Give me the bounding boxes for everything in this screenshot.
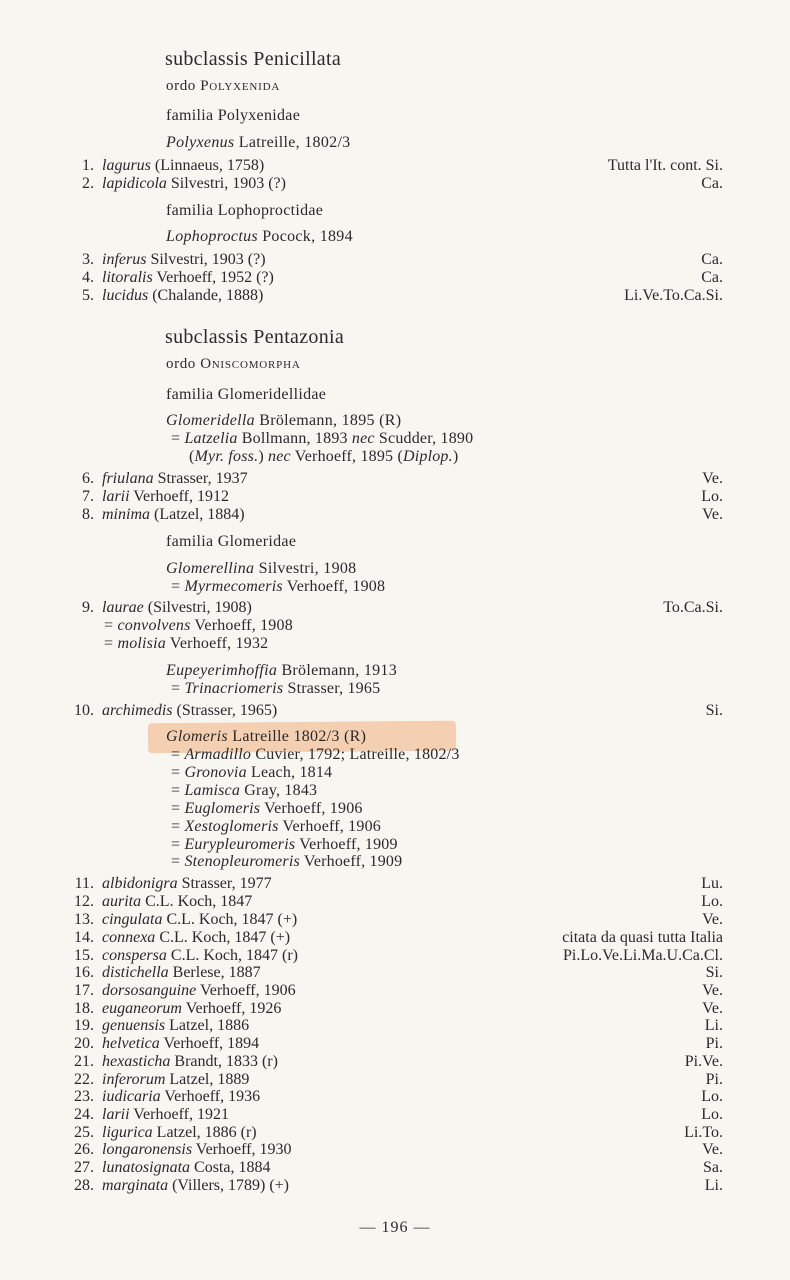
familia-polyxenidae-heading: familia Polyxenidae bbox=[166, 107, 301, 124]
glomeris-synonym-gronovia: = Gronovia Leach, 1814 bbox=[171, 764, 333, 781]
species-row-26: 26. longaronensis Verhoeff, 1930 Ve. bbox=[74, 1141, 723, 1158]
species-row-25: 25. ligurica Latzel, 1886 (r) Li.To. bbox=[74, 1124, 723, 1141]
laurae-synonym-molisia: = molisia Verhoeff, 1932 bbox=[104, 635, 269, 652]
genus-eupeyerimhoffia-heading: Eupeyerimhoffia Brölemann, 1913 bbox=[166, 662, 398, 679]
species-row-16: 16. distichella Berlese, 1887 Si. bbox=[74, 964, 723, 981]
genus-glomeridella-heading: Glomeridella Brölemann, 1895 (R) bbox=[166, 412, 402, 429]
species-row-28: 28. marginata (Villers, 1789) (+) Li. bbox=[74, 1177, 723, 1194]
glomeris-synonym-xestoglomeris: = Xestoglomeris Verhoeff, 1906 bbox=[171, 818, 381, 835]
laurae-synonym-convolvens: = convolvens Verhoeff, 1908 bbox=[104, 617, 293, 634]
subclass-penicillata-heading: subclassis Penicillata bbox=[165, 48, 342, 70]
glomeris-synonym-stenopleuromeris: = Stenopleuromeris Verhoeff, 1909 bbox=[171, 853, 403, 870]
ordo-oniscomorpha-heading: ordo ONISCOMORPHA bbox=[166, 356, 301, 372]
species-row-21: 21. hexasticha Brandt, 1833 (r) Pi.Ve. bbox=[74, 1053, 723, 1070]
subclass-pentazonia-heading: subclassis Pentazonia bbox=[165, 326, 345, 348]
familia-lophoproctidae-heading: familia Lophoproctidae bbox=[166, 202, 324, 219]
species-row-5: 5. lucidus (Chalande, 1888) Li.Ve.To.Ca.Si. bbox=[82, 287, 723, 304]
genus-glomeris-heading: Glomeris Latreille 1802/3 (R) bbox=[166, 728, 367, 745]
species-row-14: 14. connexa C.L. Koch, 1847 (+) citata da quasi tutta Italia bbox=[74, 929, 723, 946]
species-row-7: 7. larii Verhoeff, 1912 Lo. bbox=[82, 488, 723, 505]
species-row-12: 12. aurita C.L. Koch, 1847 Lo. bbox=[74, 893, 723, 910]
familia-glomeridae-heading: familia Glomeridae bbox=[166, 533, 297, 550]
species-row-15: 15. conspersa C.L. Koch, 1847 (r) Pi.Lo.Ve.Li.Ma.U.Ca.Cl. bbox=[74, 947, 723, 964]
glomeris-synonym-eurypleuromeris: = Eurypleuromeris Verhoeff, 1909 bbox=[171, 836, 398, 853]
species-row-8: 8. minima (Latzel, 1884) Ve. bbox=[82, 506, 723, 523]
glomeris-synonym-lamisca: = Lamisca Gray, 1843 bbox=[171, 782, 318, 799]
species-row-19: 19. genuensis Latzel, 1886 Li. bbox=[74, 1017, 723, 1034]
glomeris-synonym-euglomeris: = Euglomeris Verhoeff, 1906 bbox=[171, 800, 363, 817]
eupeyerimhoffia-synonym: = Trinacriomeris Strasser, 1965 bbox=[171, 680, 381, 697]
species-row-22: 22. inferorum Latzel, 1889 Pi. bbox=[74, 1071, 723, 1088]
species-row-18: 18. euganeorum Verhoeff, 1926 Ve. bbox=[74, 1000, 723, 1017]
species-row-10: 10. archimedis (Strasser, 1965) Si. bbox=[74, 702, 723, 719]
species-row-6: 6. friulana Strasser, 1937 Ve. bbox=[82, 470, 723, 487]
species-row-4: 4. litoralis Verhoeff, 1952 (?) Ca. bbox=[82, 269, 723, 286]
species-row-2: 2. lapidicola Silvestri, 1903 (?) Ca. bbox=[82, 175, 723, 192]
species-row-1: 1. lagurus (Linnaeus, 1758) Tutta l'It. cont. Si. bbox=[82, 157, 723, 174]
genus-lophoproctus-heading: Lophoproctus Pocock, 1894 bbox=[166, 228, 353, 245]
glomeridella-synonym-note: (Myr. foss.) nec Verhoeff, 1895 (Diplop.) bbox=[189, 448, 459, 465]
species-row-17: 17. dorsosanguine Verhoeff, 1906 Ve. bbox=[74, 982, 723, 999]
species-row-23: 23. iudicaria Verhoeff, 1936 Lo. bbox=[74, 1088, 723, 1105]
species-row-24: 24. larii Verhoeff, 1921 Lo. bbox=[74, 1106, 723, 1123]
species-row-13: 13. cingulata C.L. Koch, 1847 (+) Ve. bbox=[74, 911, 723, 928]
species-row-11: 11. albidonigra Strasser, 1977 Lu. bbox=[74, 875, 723, 892]
species-row-9: 9. laurae (Silvestri, 1908) To.Ca.Si. bbox=[82, 599, 723, 616]
glomeridella-synonym-latzelia: = Latzelia Bollmann, 1893 nec Scudder, 1890 bbox=[171, 430, 474, 447]
page-number: — 196 — bbox=[359, 1219, 431, 1236]
genus-glomerellina-heading: Glomerellina Silvestri, 1908 bbox=[166, 560, 357, 577]
species-row-3: 3. inferus Silvestri, 1903 (?) Ca. bbox=[82, 251, 723, 268]
glomeris-synonym-armadillo: = Armadillo Cuvier, 1792; Latreille, 1802/3 bbox=[171, 746, 460, 763]
genus-polyxenus-heading: Polyxenus Latreille, 1802/3 bbox=[166, 134, 351, 151]
ordo-polyxenida-heading: ordo POLYXENIDA bbox=[166, 78, 281, 94]
species-row-27: 27. lunatosignata Costa, 1884 Sa. bbox=[74, 1159, 723, 1176]
familia-glomeridellidae-heading: familia Glomeridellidae bbox=[166, 386, 327, 403]
glomerellina-synonym: = Myrmecomeris Verhoeff, 1908 bbox=[171, 578, 386, 595]
species-row-20: 20. helvetica Verhoeff, 1894 Pi. bbox=[74, 1035, 723, 1052]
